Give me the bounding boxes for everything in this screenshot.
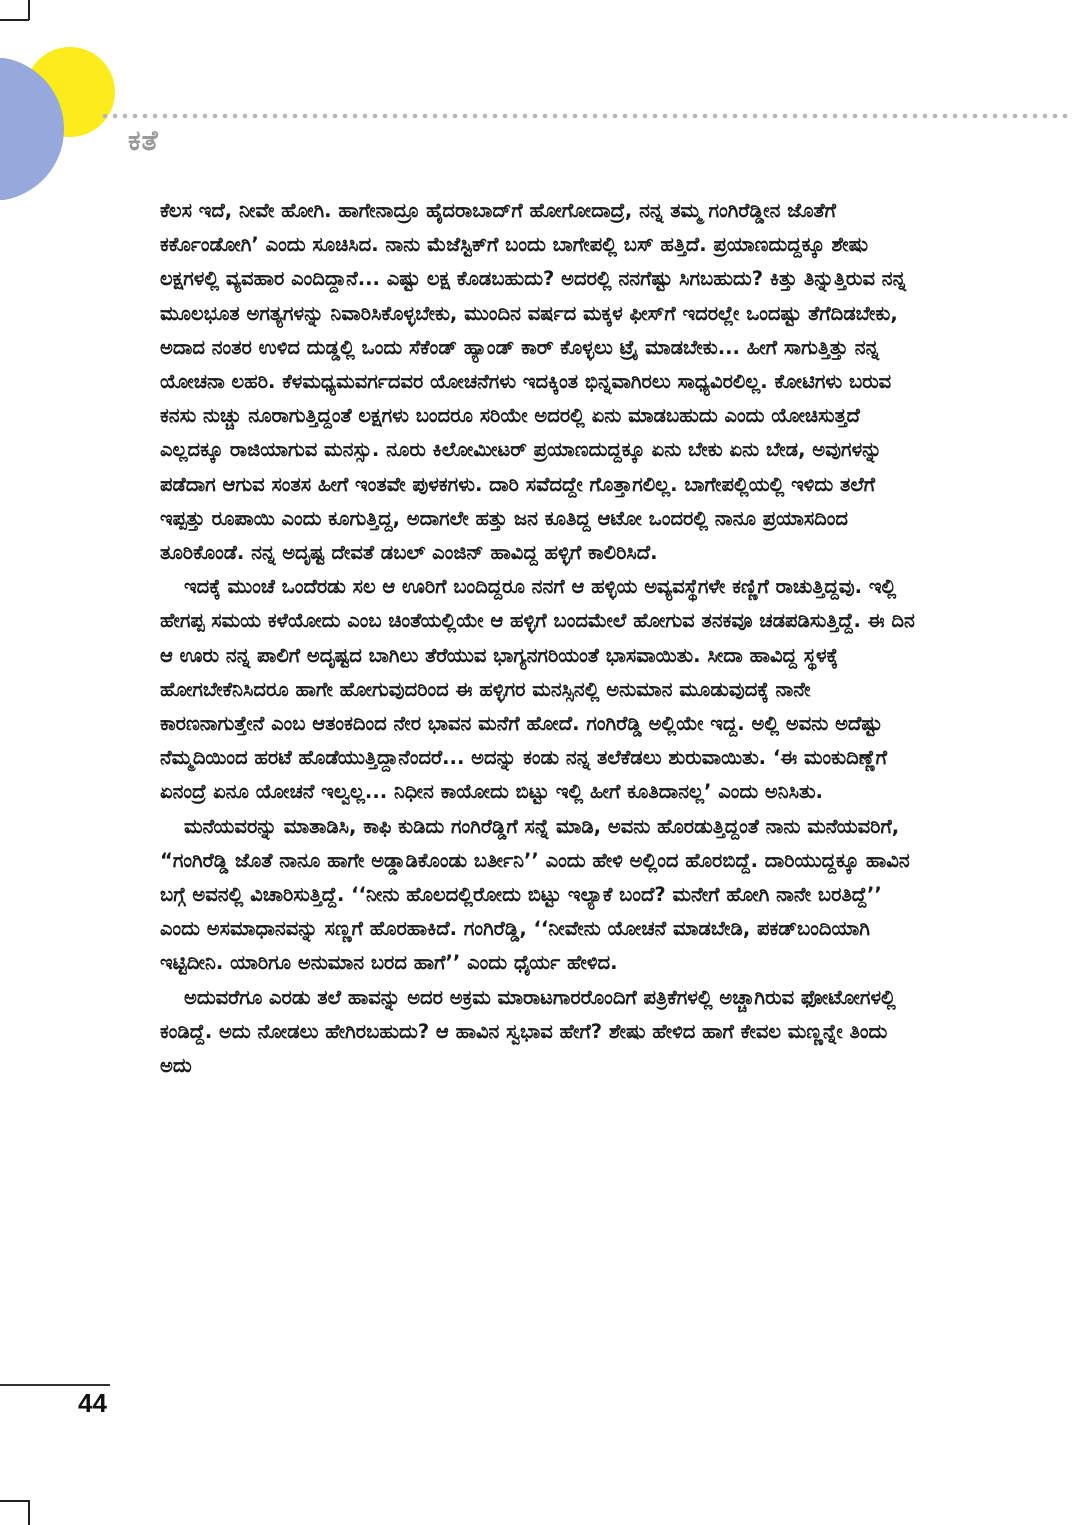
paragraph-2: ಇದಕ್ಕೆ ಮುಂಚೆ ಒಂದೆರಡು ಸಲ ಆ ಊರಿಗೆ ಬಂದಿದ್ದರೂ ನನಗೆ ಆ ಹಳ್ಳಿಯ ಅವ್ಯವಸ್ಥೆಗಳೇ ಕಣ್ಣಿಗೆ ರಾಚುತ್ತಿದ್ದವು. ಇಲ್ಲಿ ಹೇಗಪ್ಪ ಸಮಯ ಕಳೆಯೋದು ಎಂಬ ಚಿಂತೆಯಲ್ಲಿಯೇ ಆ ಹಳ್ಳಿಗೆ ಬಂದಮೇಲೆ ಹೋಗುವ ತನಕವೂ ಚಡಪಡಿಸುತ್ತಿದ್ದೆ. ಈ ದಿನ ಆ ಊರು ನನ್ನ ಪಾಲಿಗೆ ಅದೃಷ್ಟದ ಬಾಗಿಲು ತೆರೆಯುವ ಭಾಗ್ಯನಗರಿಯಂತೆ ಭಾಸವಾಯಿತು. ಸೀದಾ ಹಾವಿದ್ದ ಸ್ಥಳಕ್ಕೆ ಹೋಗಬೇಕೆನಿಸಿದರೂ ಹಾಗೇ ಹೋಗುವುದರಿಂದ ಈ ಹಳ್ಳಿಗರ ಮನಸ್ಸಿನಲ್ಲಿ ಅನುಮಾನ ಮೂಡುವುದಕ್ಕೆ ನಾನೇ ಕಾರಣನಾಗುತ್ತೇನೆ ಎಂಬ ಆತಂಕದಿಂದ ನೇರ ಭಾವನ ಮನೆಗೆ ಹೋದೆ. ಗಂಗಿರೆಡ್ಡಿ ಅಲ್ಲಿಯೇ ಇದ್ದ. ಅಲ್ಲಿ ಅವನು ಅದೆಷ್ಟು ನೆಮ್ಮದಿಯಿಂದ ಹರಟೆ ಹೊಡೆಯುತ್ತಿದ್ದಾನೆಂದರೆ... ಅದನ್ನು ಕಂಡು ನನ್ನ ತಲೆಕೆಡಲು ಶುರುವಾಯಿತು. ‘ಈ ಮಂಕುದಿಣ್ಣೆಗೆ ಏನಂದ್ರೆ ಏನೂ ಯೋಚನೆ ಇಲ್ವಲ್ಲ... ನಿಧೀನ ಕಾಯೋದು ಬಿಟ್ಟು ಇಲ್ಲಿ ಹೀಗೆ ಕೂತಿದಾನಲ್ಲ’ ಎಂದು ಅನಿಸಿತು. — [160, 575, 915, 804]
crop-mark-bottom-left — [28, 1500, 30, 1525]
paragraph-3: ಮನೆಯವರನ್ನು ಮಾತಾಡಿಸಿ, ಕಾಫಿ ಕುಡಿದು ಗಂಗಿರೆಡ್ಡಿಗೆ ಸನ್ನೆ ಮಾಡಿ, ಅವನು ಹೊರಡುತ್ತಿದ್ದಂತೆ ನಾನು ಮನೆಯವರಿಗೆ, “ಗಂಗಿರೆಡ್ಡಿ ಜೊತೆ ನಾನೂ ಹಾಗೇ ಅಡ್ಡಾಡಿಕೊಂಡು ಬರ್ತೀನಿ’’ ಎಂದು ಹೇಳಿ ಅಲ್ಲಿಂದ ಹೊರಬಿದ್ದೆ. ದಾರಿಯುದ್ದಕ್ಕೂ ಹಾವಿನ ಬಗ್ಗೆ ಅವನಲ್ಲಿ ವಿಚಾರಿಸುತ್ತಿದ್ದೆ. ‘‘ನೀನು ಹೊಲದಲ್ಲಿರೋದು ಬಿಟ್ಟು ಇಲ್ಯಾಕೆ ಬಂದೆ? ಮನೇಗೆ ಹೋಗಿ ನಾನೇ ಬರತಿದ್ದೆ’’ ಎಂದು ಅಸಮಾಧಾನವನ್ನು ಸಣ್ಣಗೆ ಹೊರಹಾಕಿದೆ. ಗಂಗಿರೆಡ್ಡಿ, ‘‘ನೀವೇನು ಯೋಚನೆ ಮಾಡಬೇಡಿ, ಪಕಡ್‌ಬಂದಿಯಾಗಿ ಇಟ್ಟಿದೀನಿ. ಯಾರಿಗೂ ಅನುಮಾನ ಬರದ ಹಾಗೆ’’ ಎಂದು ಧೈರ್ಯ ಹೇಳಿದ. — [160, 814, 910, 975]
crop-mark-top-left-h — [0, 19, 29, 21]
dotted-header-rule — [100, 113, 1072, 119]
page-number-rule — [0, 1384, 110, 1386]
article-body — [160, 194, 920, 1083]
paragraph-1: ಕೆಲಸ ಇದೆ, ನೀವೇ ಹೋಗಿ. ಹಾಗೇನಾದ್ರೂ ಹೈದರಾಬಾದ್‌ಗೆ ಹೋಗೋದಾದ್ರೆ, ನನ್ನ ತಮ್ಮ ಗಂಗಿರೆಡ್ಡೀನ ಜೊತೆಗೆ ಕರ್ಕೊಂಡೋಗಿ’ ಎಂದು ಸೂಚಿಸಿದ. ನಾನು ಮೆಜೆಸ್ಟಿಕ್‌ಗೆ ಬಂದು ಬಾಗೇಪಲ್ಲಿ ಬಸ್ ಹತ್ತಿದೆ. ಪ್ರಯಾಣದುದ್ದಕ್ಕೂ ಶೇಷು ಲಕ್ಷಗಳಲ್ಲಿ ವ್ಯವಹಾರ ಎಂದಿದ್ದಾನೆ... ಎಷ್ಟು ಲಕ್ಷ ಕೊಡಬಹುದು? ಅದರಲ್ಲಿ ನನಗೆಷ್ಟು ಸಿಗಬಹುದು? ಕಿತ್ತು ತಿನ್ನುತ್ತಿರುವ ನನ್ನ ಮೂಲಭೂತ ಅಗತ್ಯಗಳನ್ನು ನಿವಾರಿಸಿಕೊಳ್ಳಬೇಕು, ಮುಂದಿನ ವರ್ಷದ ಮಕ್ಕಳ ಫೀಸ್‌ಗೆ ಇದರಲ್ಲೇ ಒಂದಷ್ಟು ತೆಗೆದಿಡಬೇಕು, ಅದಾದ ನಂತರ ಉಳಿದ ದುಡ್ಡಲ್ಲಿ ಒಂದು ಸೆಕೆಂಡ್ ಹ್ಯಾಂಡ್ ಕಾರ್ ಕೊಳ್ಳಲು ಟ್ರೈ ಮಾಡಬೇಕು... ಹೀಗೆ ಸಾಗುತ್ತಿತ್ತು ನನ್ನ ಯೋಚನಾ ಲಹರಿ. ಕೆಳಮಧ್ಯಮವರ್ಗದವರ ಯೋಚನೆಗಳು ಇದಕ್ಕಿಂತ ಭಿನ್ನವಾಗಿರಲು ಸಾಧ್ಯವಿರಲಿಲ್ಲ. ಕೋಟಿಗಳು ಬರುವ ಕನಸು ನುಚ್ಚು ನೂರಾಗುತ್ತಿದ್ದಂತೆ ಲಕ್ಷಗಳು ಬಂದರೂ ಸರಿಯೇ ಅದರಲ್ಲಿ ಏನು ಮಾಡಬಹುದು ಎಂದು ಯೋಚಿಸುತ್ತದೆ ಎಲ್ಲದಕ್ಕೂ ರಾಜಿಯಾಗುವ ಮನಸ್ಸು. ನೂರು ಕಿಲೋಮೀಟರ್ ಪ್ರಯಾಣದುದ್ದಕ್ಕೂ ಏನು ಬೇಕು ಏನು ಬೇಡ, ಅವುಗಳನ್ನು ಪಡೆದಾಗ ಆಗುವ ಸಂತಸ ಹೀಗೆ ಇಂತವೇ ಪುಳಕಗಳು. ದಾರಿ ಸವೆದದ್ದೇ ಗೊತ್ತಾಗಲಿಲ್ಲ. ಬಾಗೇಪಲ್ಲಿಯಲ್ಲಿ ಇಳಿದು ತಲೆಗೆ ಇಪ್ಪತ್ತು ರೂಪಾಯಿ ಎಂದು ಕೂಗುತ್ತಿದ್ದ, ಅದಾಗಲೇ ಹತ್ತು ಜನ ಕೂತಿದ್ದ ಆಟೋ ಒಂದರಲ್ಲಿ ನಾನೂ ಪ್ರಯಾಸದಿಂದ ತೂರಿಕೊಂಡೆ. ನನ್ನ ಅದೃಷ್ಟ ದೇವತೆ ಡಬಲ್ ಎಂಜಿನ್ ಹಾವಿದ್ದ ಹಳ್ಳಿಗೆ ಕಾಲಿರಿಸಿದೆ. — [160, 199, 907, 565]
page-number: 44 — [78, 1388, 107, 1418]
crop-mark-top-left — [28, 0, 30, 20]
section-decoration-circles — [0, 40, 130, 210]
section-label: ಕತೆ — [128, 124, 159, 157]
crop-mark-bottom-left-h — [0, 1500, 29, 1502]
paragraph-4: ಅದುವರೆಗೂ ಎರಡು ತಲೆ ಹಾವನ್ನು ಅದರ ಅಕ್ರಮ ಮಾರಾಟಗಾರರೊಂದಿಗೆ ಪತ್ರಿಕೆಗಳಲ್ಲಿ ಅಚ್ಚಾಗಿರುವ ಫೋಟೋಗಳಲ್ಲಿ ಕಂಡಿದ್ದೆ. ಅದು ನೋಡಲು ಹೇಗಿರಬಹುದು? ಆ ಹಾವಿನ ಸ್ವಭಾವ ಹೇಗೆ? ಶೇಷು ಹೇಳಿದ ಹಾಗೆ ಕೇವಲ ಮಣ್ಣನ್ನೇ ತಿಂದು ಅದು — [160, 985, 896, 1078]
